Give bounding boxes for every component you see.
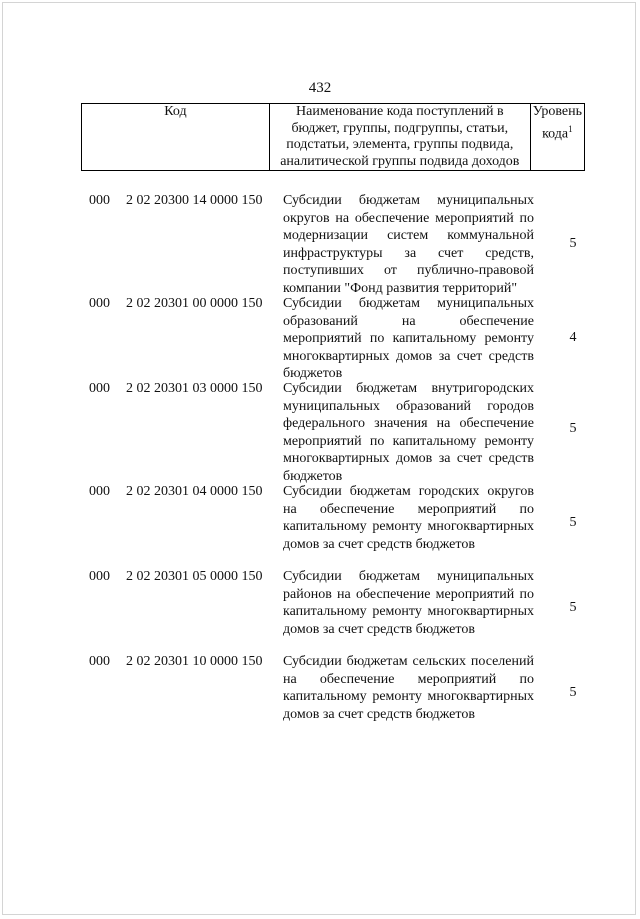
header-row xyxy=(82,104,585,171)
header-level-footnote: 1 xyxy=(568,123,573,134)
page-number: 432 xyxy=(308,80,332,96)
row-code: 2 02 20301 04 0000 150 xyxy=(126,484,263,499)
header-level xyxy=(530,104,584,171)
row-name: Субсидии бюджетам муниципальных округов на обеспечение мероприятий по модернизации систем коммунальной инфраструктуры за счет средств, поступивших от публично-правовой компании "Фонд развития территорий" xyxy=(283,193,534,296)
row-level: 5 xyxy=(569,421,577,436)
row-code: 2 02 20301 00 0000 150 xyxy=(126,296,263,311)
row-name: Субсидии бюджетам муниципальных образований на обеспечение мероприятий по капитальному ремонту многоквартирных домов за счет средств бюджетов xyxy=(283,296,534,381)
header-level-label: Уровень кода xyxy=(532,104,582,142)
row-code: 2 02 20301 10 0000 150 xyxy=(126,654,263,669)
row-prefix: 000 xyxy=(89,654,110,669)
row-prefix: 000 xyxy=(89,569,110,584)
row-level: 5 xyxy=(569,685,577,700)
row-prefix: 000 xyxy=(89,484,110,499)
row-code: 2 02 20301 03 0000 150 xyxy=(126,381,263,396)
row-name: Субсидии бюджетам муниципальных районов на обеспечение мероприятий по капитальному ремонту многоквартирных домов за счет средств бюджетов xyxy=(283,569,534,637)
header-name: Наименование кода поступлений в бюджет, группы, подгруппы, статьи, подстатьи, элемента, группы подвида, аналитической группы подвида доходов xyxy=(269,104,530,171)
row-prefix: 000 xyxy=(89,296,110,311)
row-prefix: 000 xyxy=(89,193,110,208)
row-code: 2 02 20300 14 0000 150 xyxy=(126,193,263,208)
header-code: Код xyxy=(82,104,270,171)
row-name: Субсидии бюджетам внутригородских муниципальных образований городов федерального значения на обеспечение мероприятий по капитальному ремонту многоквартирных домов за счет средств бюджетов xyxy=(283,381,534,484)
row-level: 4 xyxy=(569,330,577,345)
table-header xyxy=(81,103,585,171)
row-level: 5 xyxy=(569,236,577,251)
row-name: Субсидии бюджетам сельских поселений на обеспечение мероприятий по капитальному ремонту многоквартирных домов за счет средств бюджетов xyxy=(283,654,534,722)
row-name: Субсидии бюджетам городских округов на обеспечение мероприятий по капитальному ремонту многоквартирных домов за счет средств бюджетов xyxy=(283,484,534,552)
row-level: 5 xyxy=(569,600,577,615)
row-prefix: 000 xyxy=(89,381,110,396)
row-level: 5 xyxy=(569,515,577,530)
row-code: 2 02 20301 05 0000 150 xyxy=(126,569,263,584)
